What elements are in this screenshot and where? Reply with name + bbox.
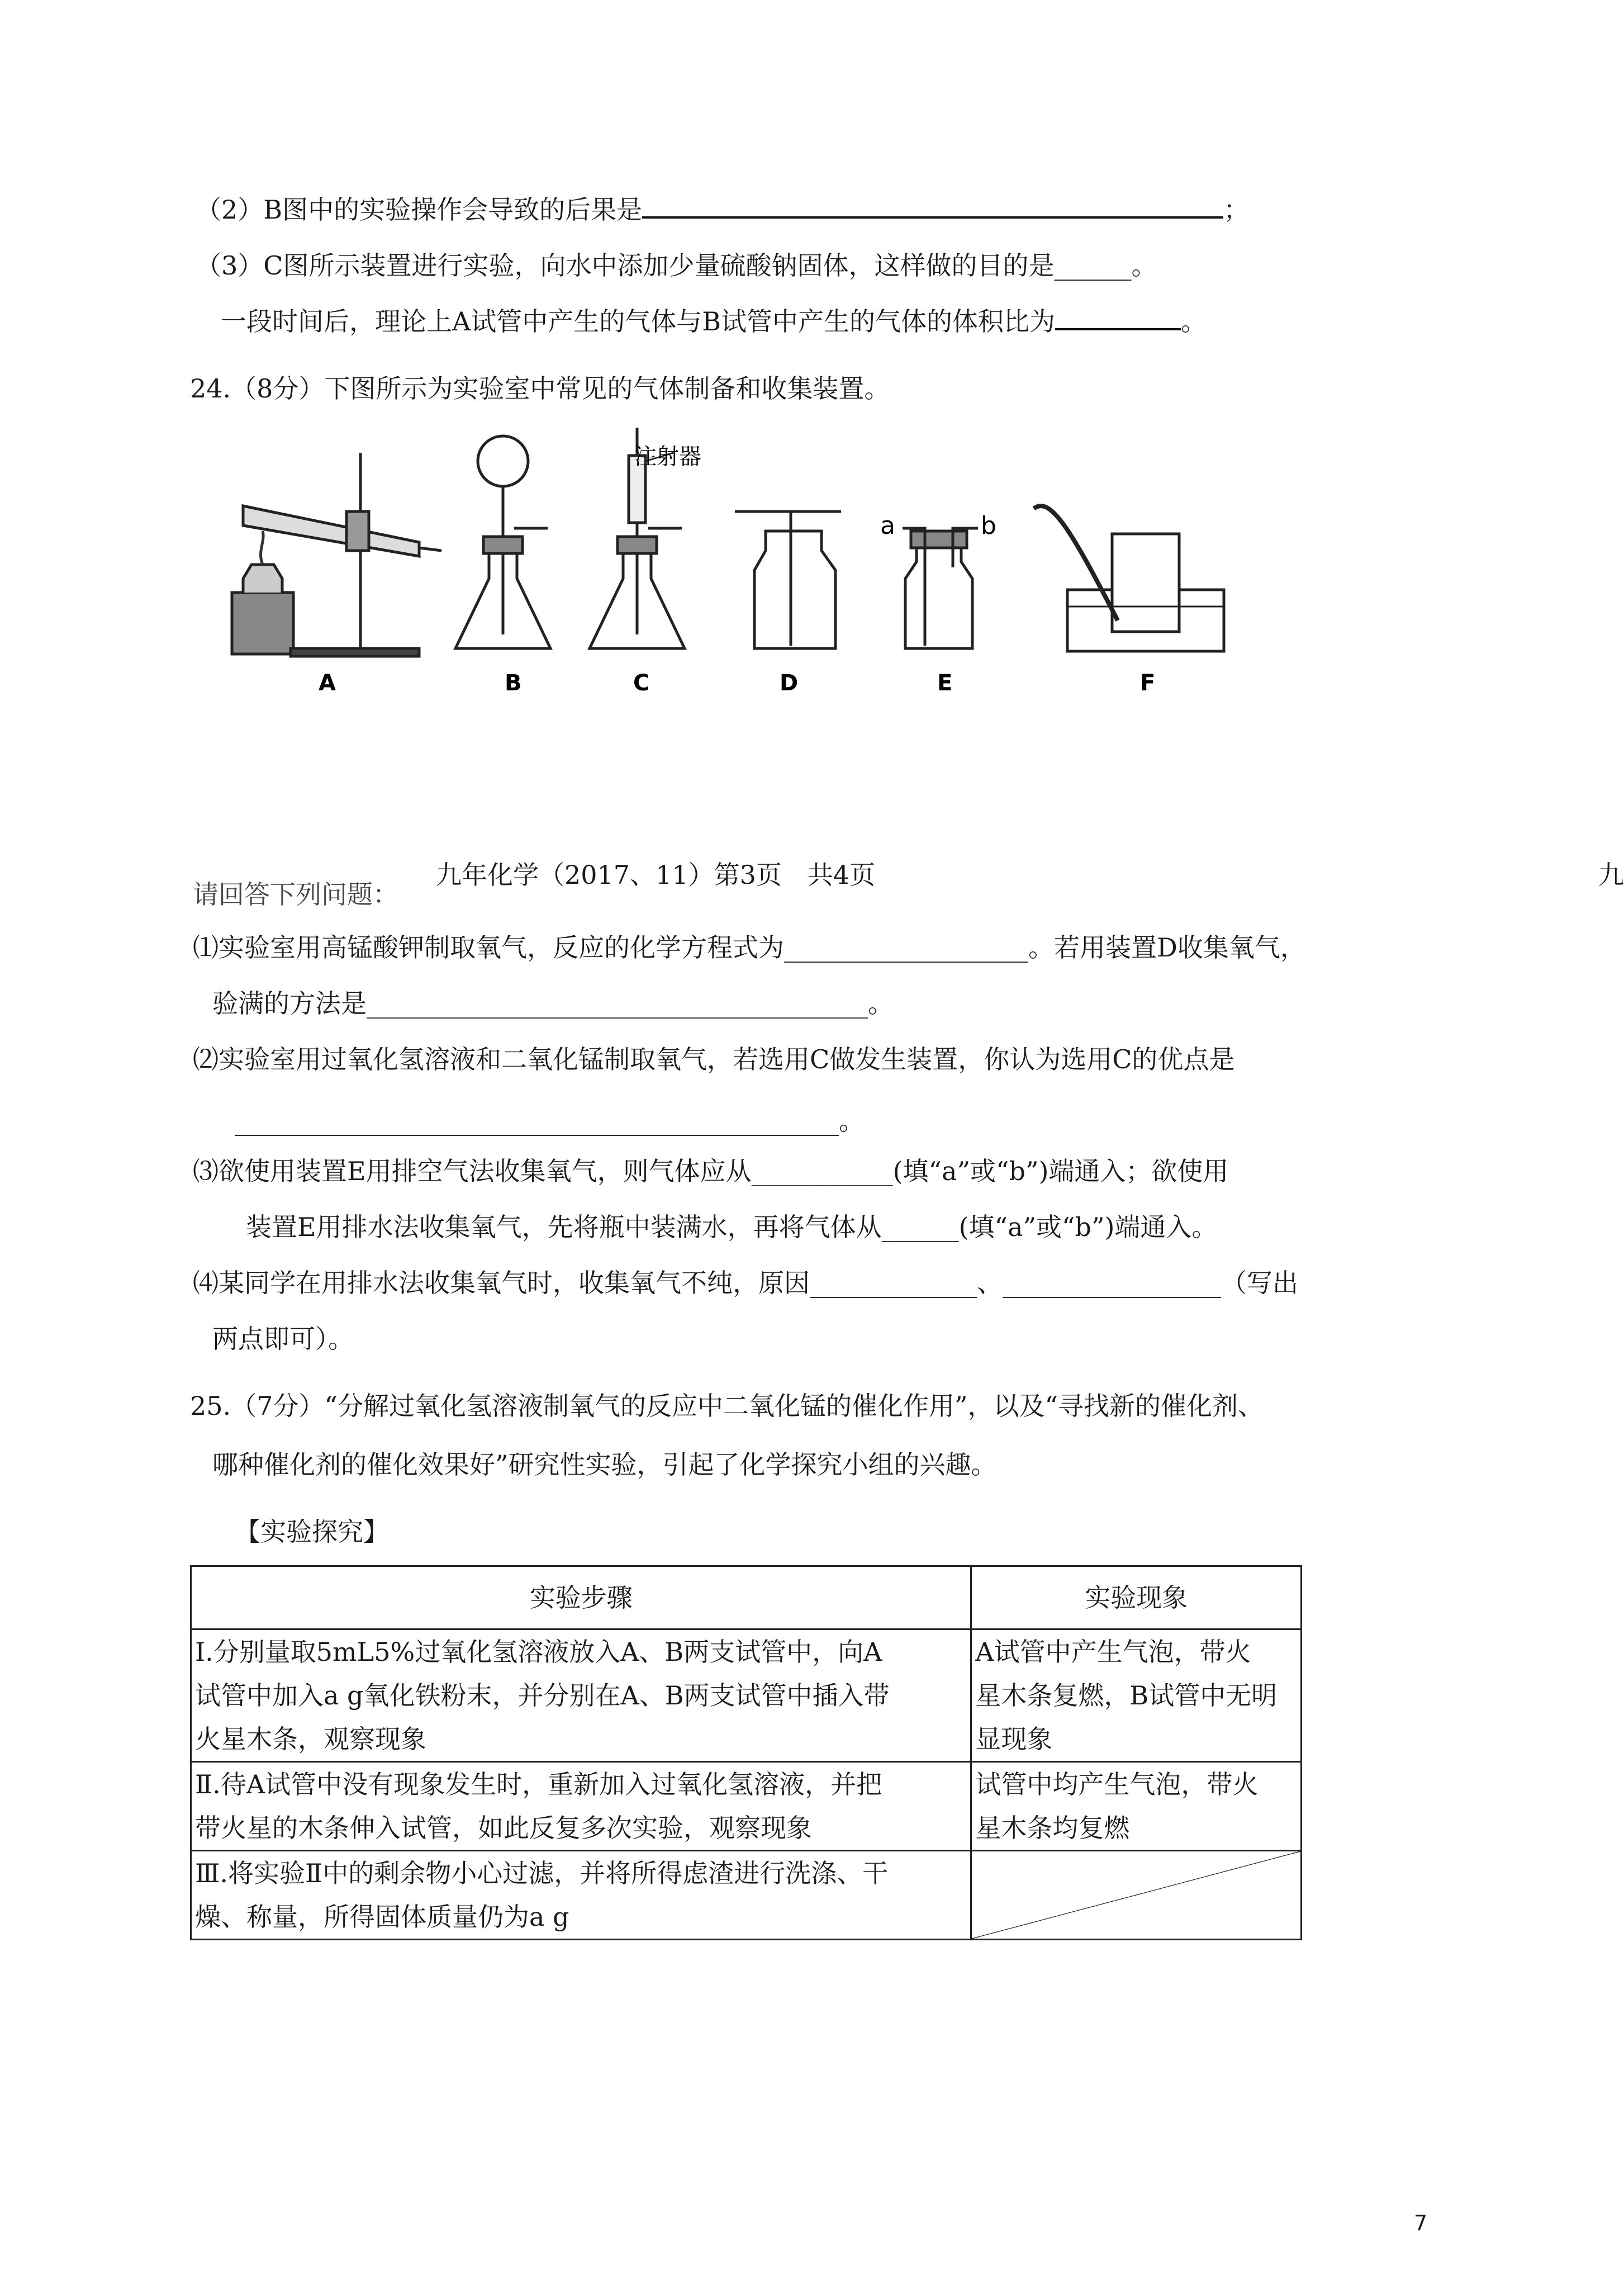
apparatus-b [455, 436, 550, 648]
empty-diagonal-cell [971, 1851, 1302, 1940]
q24-part3a: ⑶欲使用装置E用排空气法收集氧气，则气体应从___________(填“a”或“b”)端通入；欲使用 [193, 1156, 1229, 1186]
svg-text:F: F [1140, 670, 1156, 696]
svg-text:注射器: 注射器 [634, 444, 701, 470]
apparatus-f [1034, 506, 1224, 651]
q24-part1a: ⑴实验室用高锰酸钾制取氧气，反应的化学方程式为___________________。若用装置D收集氧气， [193, 932, 1306, 963]
answer-blank[interactable] [642, 194, 1223, 219]
q23-part3a: （3）C图所示装置进行实验，向水中添加少量硫酸钠固体，这样做的目的是______。 [196, 250, 1157, 281]
diagonal-line [972, 1851, 1300, 1939]
q24-part1b: 验满的方法是_______________________________________。 [212, 988, 894, 1019]
q25-text-2: 哪种催化剂的催化效果好”研究性实验，引起了化学探究小组的兴趣。 [212, 1449, 997, 1480]
q24-part2b: _______________________________________________。 [235, 1106, 865, 1136]
page-number: 7 [1414, 2211, 1428, 2235]
apparatus-a [232, 453, 441, 656]
svg-text:B: B [505, 670, 522, 696]
header-steps: 实验步骤 [191, 1566, 971, 1629]
q24-part4b: 两点即可）。 [212, 1324, 354, 1354]
q24-part4a: ⑷某同学在用排水法收集氧气时，收集氧气不纯，原因_____________、_________________（写出 [193, 1268, 1298, 1298]
svg-text:A: A [319, 670, 336, 696]
q25-text-1: 25.（7分）“分解过氧化氢溶液制氧气的反应中二氧化锰的催化作用”，以及“寻找新的催化剂、 [190, 1391, 1264, 1421]
svg-text:D: D [780, 670, 799, 696]
apparatus-d [735, 511, 841, 648]
table-row [191, 1762, 1302, 1851]
q24-part2a: ⑵实验室用过氧化氢溶液和二氧化锰制取氧气，若选用C做发生装置，你认为选用C的优点是 [193, 1044, 1235, 1074]
section-heading: 【实验探究】 [235, 1517, 389, 1547]
step-cell: Ⅰ.分别量取5mL5%过氧化氢溶液放入A、B两支试管中，向A 试管中加入a g氧化铁粉末，并分别在A、B两支试管中插入带 火星木条，观察现象 [191, 1629, 971, 1762]
cut-off-line: 请回答下列问题： [193, 879, 398, 909]
exam-footer: 九年化学（2017、11）第3页 共4页 [436, 860, 876, 890]
result-cell: 试管中均产生气泡，带火 星木条均复燃 [971, 1762, 1302, 1851]
experiment-table [190, 1565, 1302, 1940]
step-cell: Ⅱ.待A试管中没有现象发生时，重新加入过氧化氢溶液，并把 带火星的木条伸入试管，如此反复多次实验，观察现象 [191, 1762, 971, 1851]
q24-part3b: 装置E用排水法收集氧气，先将瓶中装满水，再将气体从______(填“a”或“b”)端通入。 [246, 1212, 1218, 1242]
footer-overflow: 九 [1598, 860, 1624, 890]
header-phenomena: 实验现象 [971, 1566, 1302, 1629]
q23-part2: （2）B图中的实验操作会导致的后果是 ； [196, 195, 1250, 225]
table-row [191, 1629, 1302, 1762]
apparatus-figure [218, 422, 1241, 713]
table-header-row [191, 1566, 1302, 1629]
apparatus-e [903, 528, 978, 648]
svg-text:a: a [880, 511, 895, 540]
result-cell: A试管中产生气泡，带火 星木条复燃，B试管中无明 显现象 [971, 1629, 1302, 1762]
svg-text:E: E [937, 670, 953, 696]
svg-text:C: C [633, 670, 650, 696]
q23-part3b: 一段时间后，理论上A试管中产生的气体与B试管中产生的气体的体积比为 。 [221, 306, 1207, 337]
table-row [191, 1851, 1302, 1940]
answer-blank[interactable] [1055, 306, 1181, 330]
step-cell: Ⅲ.将实验Ⅱ中的剩余物小心过滤，并将所得虑渣进行洗涤、干 燥、称量，所得固体质量仍为a g [191, 1851, 971, 1940]
q24-heading: 24.（8分）下图所示为实验室中常见的气体制备和收集装置。 [190, 373, 890, 404]
svg-text:b: b [981, 511, 996, 540]
